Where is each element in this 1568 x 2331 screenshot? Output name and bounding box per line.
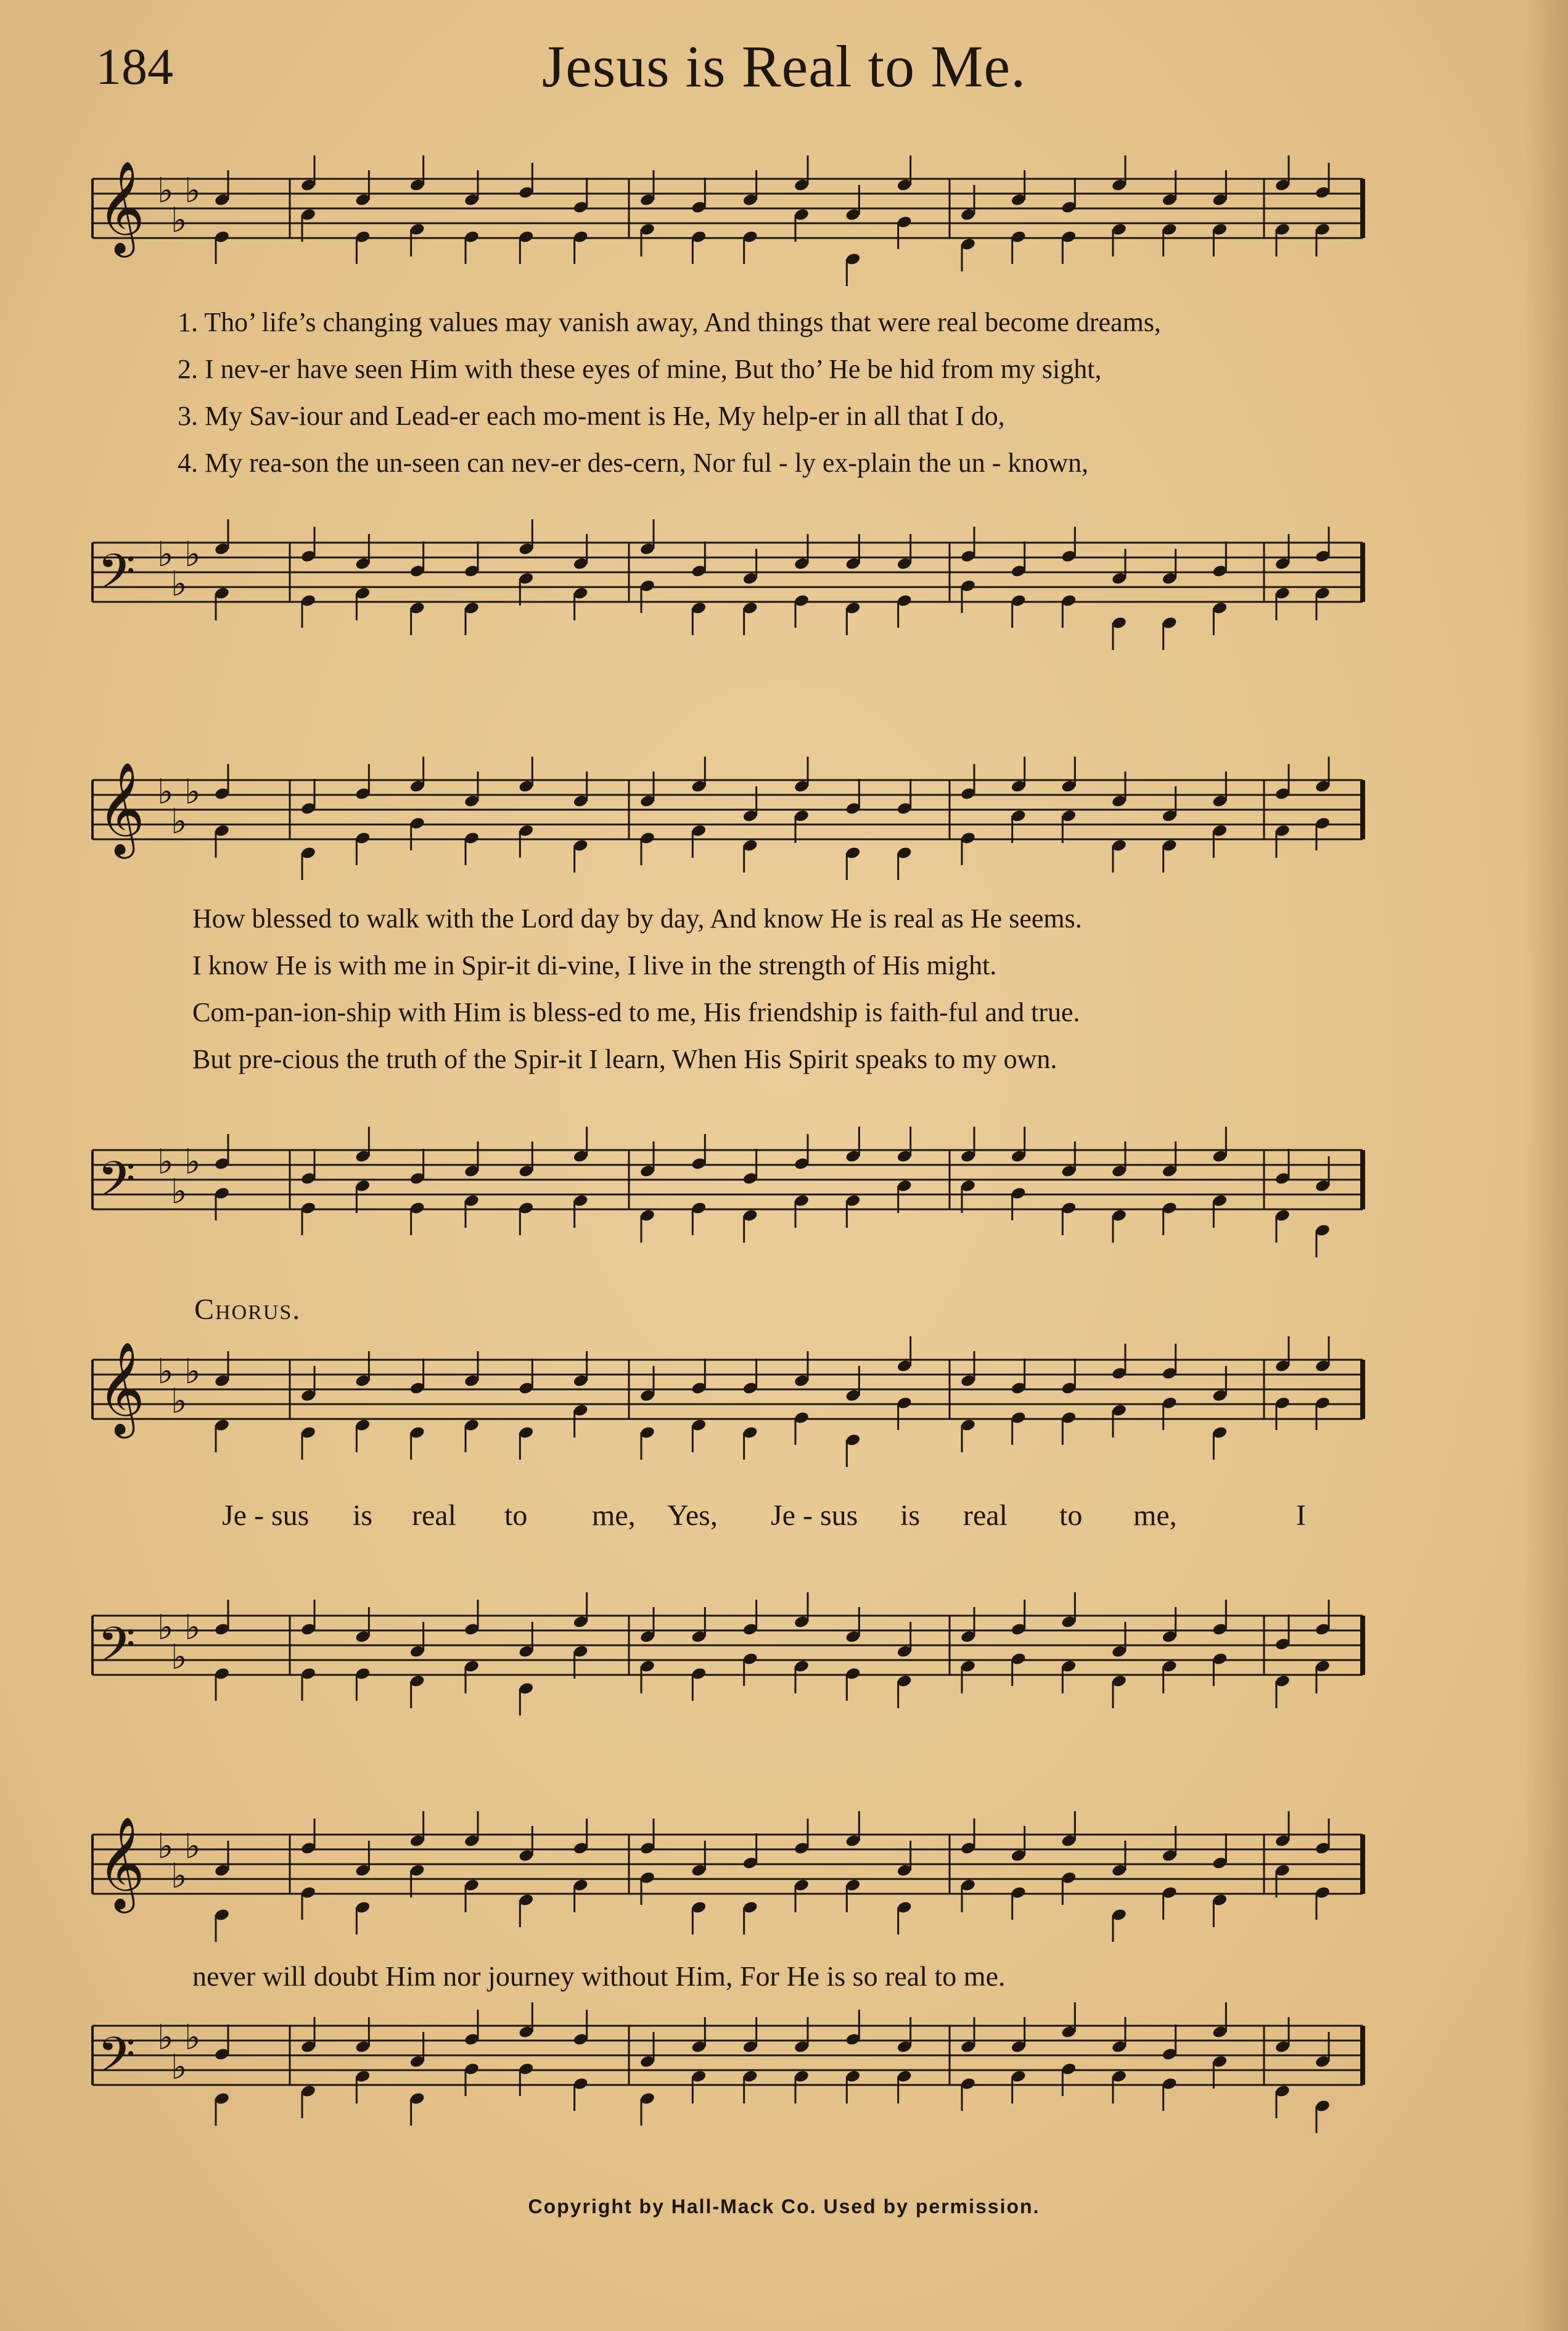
chorus-word: Yes, (667, 1499, 718, 1532)
chorus-word: to (504, 1499, 528, 1532)
flat-icon: ♭ (184, 171, 201, 211)
bass-staff (86, 518, 1369, 641)
verse-3-line: Com-pan-ion-ship with Him is bless-ed to me, His friendship is faith-ful and true. (192, 997, 1080, 1027)
flat-icon: ♭ (184, 1608, 201, 1648)
treble-staff (86, 1810, 1369, 1933)
verse-2-line: I know He is with me in Spir-it di-vine, I live in the strength of His might. (192, 950, 997, 980)
verse-2-line: 2. I nev-er have seen Him with these eyes of mine, But tho’ He be hid from my sight, (178, 354, 1102, 384)
chorus-word: me, (1133, 1499, 1177, 1532)
system-4-treble (86, 1810, 1369, 1933)
chorus-word: me, (592, 1499, 636, 1532)
flat-icon: ♭ (157, 535, 174, 575)
flat-icon: ♭ (171, 1172, 187, 1212)
verse-lyrics-part2 (192, 895, 1082, 1083)
page-number: 184 (96, 38, 173, 96)
chorus-word: Je - sus (222, 1499, 310, 1532)
flat-icon: ♭ (157, 1608, 174, 1648)
flat-icon: ♭ (171, 200, 187, 240)
flat-icon: ♭ (184, 1142, 201, 1182)
flat-icon: ♭ (157, 171, 174, 211)
flat-icon: ♭ (157, 2018, 174, 2058)
chorus-word: real (412, 1499, 456, 1532)
system-2-bass (86, 1125, 1369, 1249)
chorus-word: to (1059, 1499, 1083, 1532)
flat-icon: ♭ (157, 1827, 174, 1867)
flat-icon: ♭ (184, 772, 201, 812)
system-4-bass (86, 2001, 1369, 2124)
chorus-word: Je - sus (771, 1499, 858, 1532)
hymn-title: Jesus is Real to Me. (541, 33, 1027, 99)
system-1-bass (86, 518, 1369, 641)
copyright-notice: Copyright by Hall-Mack Co. Used by permission. (528, 2195, 1040, 2218)
treble-staff (86, 154, 1369, 278)
chorus-word: is (353, 1499, 373, 1532)
treble-clef-icon: 𝄞 (97, 1341, 145, 1434)
chorus-label: Chorus. (194, 1293, 302, 1326)
flat-icon: ♭ (157, 1352, 174, 1392)
bass-clef-icon: 𝄢 (97, 543, 136, 612)
flat-icon: ♭ (171, 564, 187, 604)
flat-icon: ♭ (157, 1142, 174, 1182)
flat-icon: ♭ (184, 535, 201, 575)
bass-clef-icon: 𝄢 (97, 1151, 136, 1220)
bass-staff (86, 1125, 1369, 1249)
treble-clef-icon: 𝄞 (97, 1815, 145, 1909)
bass-clef-icon: 𝄢 (97, 1616, 136, 1685)
flat-icon: ♭ (171, 802, 187, 842)
page-edge-shadow (1525, 0, 1568, 2331)
flat-icon: ♭ (171, 1381, 187, 1421)
bass-staff (86, 1591, 1369, 1714)
system-1-treble (86, 154, 1369, 278)
flat-icon: ♭ (184, 1352, 201, 1392)
flat-icon: ♭ (184, 1827, 201, 1867)
flat-icon: ♭ (171, 1856, 187, 1896)
verse-1-line: 1. Tho’ life’s changing values may vanish away, And things that were real become dreams, (178, 307, 1161, 337)
treble-staff (86, 1335, 1369, 1458)
chorus-word: is (900, 1499, 921, 1532)
verse-1-line: How blessed to walk with the Lord day by day, And know He is real as He seems. (192, 903, 1082, 934)
verse-4-line: But pre-cious the truth of the Spir-it I learn, When His Spirit speaks to my own. (192, 1044, 1057, 1074)
treble-clef-icon: 𝄞 (97, 761, 145, 855)
verse-4-line: 4. My rea-son the un-seen can nev-er des-cern, Nor ful - ly ex-plain the un - known, (178, 448, 1089, 478)
flat-icon: ♭ (171, 1637, 187, 1677)
flat-icon: ♭ (171, 2047, 187, 2087)
chorus-line-2: never will doubt Him nor journey without Him, For He is so real to me. (192, 1960, 1006, 1992)
system-3-treble (86, 1335, 1369, 1458)
verse-lyrics-part1 (178, 299, 1161, 487)
system-2-treble (86, 755, 1369, 879)
treble-clef-icon: 𝄞 (97, 160, 145, 253)
verse-3-line: 3. My Sav-iour and Lead-er each mo-ment is He, My help-er in all that I do, (178, 401, 1005, 431)
chorus-word: I (1296, 1499, 1306, 1532)
treble-staff (86, 755, 1369, 879)
system-3-bass (86, 1591, 1369, 1714)
flat-icon: ♭ (157, 772, 174, 812)
bass-staff (86, 2001, 1369, 2124)
chorus-word: real (963, 1499, 1008, 1532)
bass-clef-icon: 𝄢 (97, 2026, 136, 2095)
flat-icon: ♭ (184, 2018, 201, 2058)
